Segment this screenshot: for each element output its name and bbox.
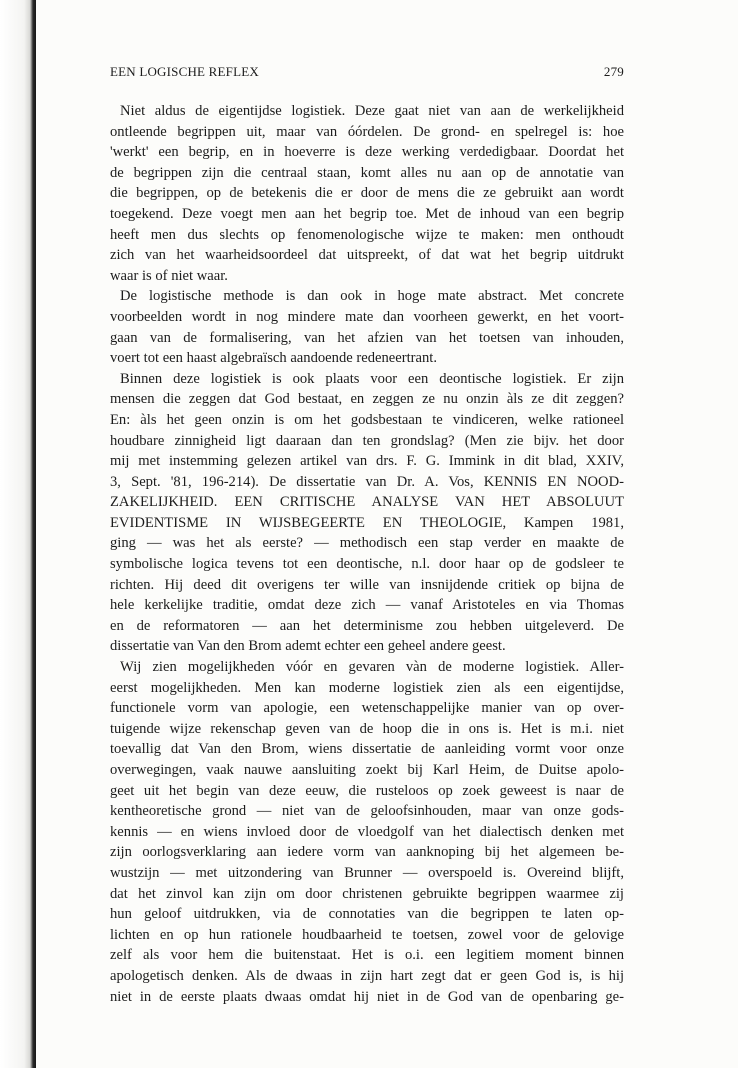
paragraph-2-first-line: De logistische methode is dan ook in hoge mate abstract. Met concrete: [120, 288, 624, 305]
line: lichten en op hun rationele houdbaarheid te toetsen, zowel voor de gelovige: [110, 926, 624, 943]
line: eerst mogelijkheden. Men kan moderne logistiek zien als een eigentijdse,: [110, 679, 624, 696]
line: mensen die zeggen dat God bestaat, en zeggen ze nu onzin àls ze dit zeggen?: [110, 391, 624, 408]
line: voorbeelden wordt in nog mindere mate dan voorheen gewerkt, en het voort-: [110, 308, 624, 325]
line: ontleende begrippen uit, maar van óórdelen. De grond- en spelregel is: hoe: [110, 123, 624, 140]
line: kennis — en wiens invloed door de vloedgolf van het dialectisch denken met: [110, 823, 624, 840]
line: heeft men dus slechts op fenomenologische wijze te maken: men onthoudt: [110, 226, 624, 243]
line: de begrippen zijn die centraal staan, komt alles nu aan op de annotatie van: [110, 164, 624, 181]
line: gaan van de formalisering, van het afzien van het toetsen van inhouden,: [110, 329, 624, 346]
line: dissertatie van Van den Brom ademt echter een geheel andere geest.: [110, 638, 506, 655]
line: zijn oorlogsverklaring aan iedere vorm van aanknoping bij het algemeen be-: [110, 844, 624, 861]
line: die begrippen, op de betekenis die er door de mens die ze gebruikt aan wordt: [110, 185, 624, 202]
body-text: [110, 101, 624, 1007]
line: voert tot een haast algebraïsch aandoende redeneertrant.: [110, 350, 437, 367]
line: mij met instemming gelezen artikel van drs. F. G. Immink in dit blad, XXIV,: [110, 453, 624, 470]
line: kentheoretische grond — niet van de geloofsinhouden, maar van onze gods-: [110, 803, 624, 820]
paragraph-1: [110, 101, 624, 122]
line: zich van het waarheidsoordeel dat uitspreekt, of dat wat het begrip uitdrukt: [110, 247, 624, 264]
line: hele kerkelijke traditie, omdat deze zich — vanaf Aristoteles en via Thomas: [110, 597, 624, 614]
line: toegekend. Deze voegt men aan het begrip toe. Met de inhoud van een begrip: [110, 205, 624, 222]
line: wustzijn — met uitzondering van Brunner — overspoeld is. Overeind blijft,: [110, 864, 624, 881]
page-number: 279: [603, 64, 624, 79]
line: hun geloof uitdrukken, via de connotaties van die begrippen te laten op-: [110, 906, 624, 923]
line: en de reformatoren — aan het determinisme zou hebben uitgeleverd. De: [110, 617, 624, 634]
line: tuigende wijze rekenschap geven van de hoop die in ons is. Het is m.i. niet: [110, 720, 624, 737]
line: overwegingen, vaak nauwe aansluiting zoekt bij Karl Heim, de Duitse apolo-: [110, 762, 624, 778]
line: geet uit het begin van deze eeuw, die rusteloos op zoek geweest is naar de: [110, 782, 624, 799]
line: niet in de eerste plaats dwaas omdat hij niet in de God van de openbaring ge-: [110, 988, 624, 1005]
line: functionele vorm van apologie, een wetenschappelijke manier van op over-: [110, 700, 624, 717]
line: EVIDENTISME IN WIJSBEGEERTE EN THEOLOGIE, Kampen 1981,: [110, 514, 624, 531]
line: ZAKELIJKHEID. EEN CRITISCHE ANALYSE VAN HET ABSOLUUT: [110, 494, 624, 511]
line: symbolische logica tevens tot een deontische, n.l. door haar op de godsleer te: [110, 556, 624, 573]
line: houdbare zinnigheid ligt daaraan dan ten grondslag? (Men zie bijv. het door: [110, 432, 624, 449]
line: En: àls het geen onzin is om het godsbestaan te vindiceren, welke rationeel: [110, 411, 624, 428]
line: 'werkt' een begrip, en in hoeverre is deze werking verdedigbaar. Doordat het: [110, 144, 624, 161]
line: apologetisch denken. Als de dwaas in zijn hart zegt dat er geen God is, is hij: [110, 967, 624, 984]
paragraph-3-first-line: Binnen deze logistiek is ook plaats voor een deontische logistiek. Er zijn: [120, 370, 624, 387]
line: Niet aldus de eigentijdse logistiek. Deze gaat niet van aan de werkelijkheid: [120, 103, 624, 119]
line: richten. Hij deed dit overigens ter wille van insnijdende critiek op bijna de: [110, 576, 624, 593]
line: waar is of niet waar.: [110, 267, 228, 284]
line: ging — was het als eerste? — methodisch een stap verder en maakte de: [110, 535, 624, 552]
running-header: [110, 64, 624, 82]
line: 3, Sept. '81, 196-214). De dissertatie van Dr. A. Vos, KENNIS EN NOOD-: [110, 473, 624, 490]
line: toevallig dat Van den Brom, wiens dissertatie de aanleiding vormt voor onze: [110, 741, 624, 758]
line: zelf als voor hem die buitenstaat. Het is o.i. een legitiem moment binnen: [110, 947, 624, 964]
book-spine-shadow: [0, 0, 36, 1068]
running-title: EEN LOGISCHE REFLEX: [110, 64, 259, 79]
paragraph-4-first-line: Wij zien mogelijkheden vóór en gevaren vàn de moderne logistiek. Aller-: [120, 659, 624, 676]
line: dat het zinvol kan zijn om door christenen gebruikte begrippen waarmee zij: [110, 885, 624, 902]
